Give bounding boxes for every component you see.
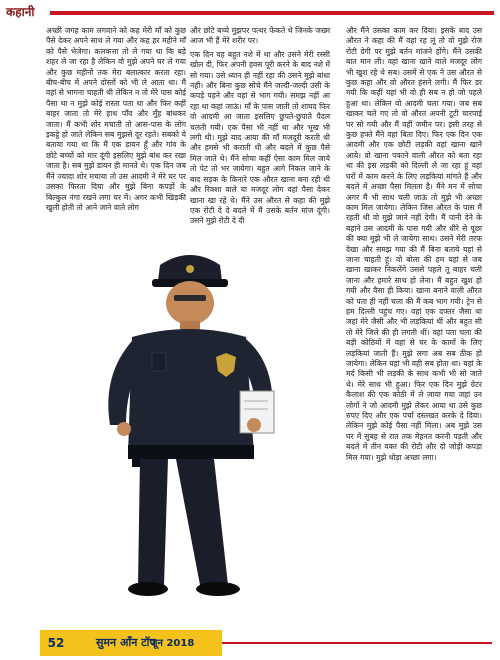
page-header [0, 0, 500, 22]
police-officer-figure [40, 245, 340, 615]
paragraph: और छोटे बच्चे मुझपर पत्थर फेंकते थे जिनके जख्म आज भी हैं मेरे शरीर पर। [190, 26, 330, 46]
section-tag: कहानी [6, 5, 35, 19]
footer-rule [222, 642, 492, 644]
issue-date: जून 2018 [150, 638, 195, 649]
header-rule [50, 11, 494, 15]
hat-badge [186, 265, 194, 273]
sunglasses [174, 295, 206, 301]
right-leg [176, 459, 228, 585]
paragraph: और मैंने उसका काम कर दिया। इसके बाद उस औरत ने कहा की मैं वहां रह लूं तो वो मुझे रोज रोटी देगी पर मुझे बर्तन मांजने होंगे। मैंने उसकी बात मान ली। वहां खाना खाने वाले मजदूर लोग भी खुश रहे थे सब। उसमें से एक ने उस औरत से कुछ कहा और वो औरत हंसने लगी। मैं फिर डर गयी कि कहीं यहां भी वो ही सब न हो जो पहले हुआ था। लेकिन वो आदमी चला गया। जब सब खाकर चले गए तो वो औरत अपनी टूटी चारपाई पर सो गयी और मैं वहीं जमीन पर। इसी तरह से कुछ हफ्ते मैंने वहां बिता दिए। फिर एक दिन एक आदमी और एक छोटी लड़की वहां खाना खाने आये। वो खाना पकाने वाली औरत को बता रहा था की इस लड़की को दिल्ली ले जा रहा हूं वहां घरों में काम करने के लिए लड़कियां मांगते हैं और बदले में अच्छा पैसा मिलता है। मैंने मन में सोचा अगर मैं भी साथ चली जाऊं तो मुझे भी अच्छा काम मिल जायेगा। लेकिन जिस औरत के पास मैं रहती थी वो मुझे जाने नहीं देगी। मैं पानी देने के बहाने उस आदमी के पास गयी और धीरे से पूछा की क्या मुझे भी ले जायेगा साथ। उसने मेरी तरफ देखा और समझ गया की मैं बिना बताये यहां से जाना चाहती हूं। वो बोला की हम यहां से जब खाना खाकर निकलेंगे उससे पहले तू बाहर चली जाना और हमारे साथ हो लेना। मैं बहुत खुश हो गयी और वैसा ही किया। खाना बनाने वाली औरत को पता ही नहीं चला की मैं कब भाग गयी। ट्रेन से हम दिल्ली पहुंच गए। वहां एक दफ्तर जैसा था जहां मेरे जैसी और भी लड़कियां थीं और बहुत सी तो मेरे जिले की ही लगती थीं। वहां पता चला की बड़ी कोठियों में वहां से घर के कामों के लिए लड़कियां जाती हैं। मुझे लगा अब सब ठीक हो जायेगा। लेकिन यहां भी वही सब होता था। यहां के मर्द किसी भी लड़की के साथ कभी भी सो जाते थे। मेरे साथ भी हुआ। फिर एक दिन मुझे ग्रेटर कैलाश की एक कोठी में ले जाया गया जहां उन लोगों ने जो आदमी मुझे लेकर आया था उसे कुछ रुपए दिए और एक पर्चा दस्तखत करके दे दिया। लेकिन मुझे कोई पैसा नहीं मिला। अब मुझे उस घर में सुबह से रात तक मेहनत करनी पड़ती और बदले में तीन वक्त की रोटी और दो जोड़ी कपड़ा मिल गया। मुझे थोड़ा अच्छा लगा। [346, 26, 482, 462]
text-column-1 [46, 26, 186, 216]
face [166, 281, 214, 325]
duty-belt [128, 445, 254, 459]
paragraph: अच्छी जगह काम लगवाने को कह मेरी माँ को कुछ पैसे देकर अपने साथ ले गया और कह हर महीने माँ को पैसे भेजेगा। कलकत्ता तो ले गया था कि बड़े शहर ले जा रहा है लेकिन वो मुझे अपने घर ले गया और कुछ महीनों तक मेरा बलात्कार करता रहा। बीच-बीच में अपने दोस्तों को भी ले आता था। मैं वहां से भागना चाहती थी लेकिन न तो मेरे पास कोई पैसा था न मुझे कोई रास्ता पता था और फिर कहीं बाहर जाता तो मेरे हाथ पाँव और मुँह बांधकर जाता। मैं कभी शोर मचाती तो आस-पास के लोग इकट्ठे हो जाते लेकिन सब मुझसे दूर रहते। सबको ये बताया गया था कि मैं एक डायन हूँ और गांव के छोटे बच्चों को मार दूंगी इसलिए मुझे बांध कर रखा जाता है। सब मुझे डायन ही मानते थे। एक दिन जब मैंने ज्यादा शोर मचाया तो उस आदमी ने मेरे घर पर उसका फिरता दिया और मुझे बिना कपड़ों के बिल्कुल नंगा रखने लगा घर में। अगर कभी खिड़की खुली होती तो आने जाने वाले लोग [46, 26, 186, 212]
torso [128, 329, 254, 455]
paragraph: एक दिन वह बहुत नशे में था और उसने मेरी रस्सी खोल दी, फिर अपनी हवस पूरी करने के बाद नशे में सो गया। उसे ध्यान ही नहीं रहा की उसने मुझे बांधा नहीं। और बिना कुछ सोचे मैंने जल्दी-जल्दी उसी के कपड़े पहने और वहां से भाग गयी। समझ नहीं आ रहा था कहां जाऊं। माँ के पास जाती तो शायद फिर वो आदमी आ जाता इसलिए छुपते-छुपाते पैदल चलती गयी। एक पैसा भी नहीं था और भूख भी लगी थी। मुझे याद आया की माँ मजदूरी करती थी और हमसे भी कराती थी और बदले में कुछ पैसे मिल जाते थे। मैंने सोचा कहीं ऐसा काम मिल जाये तो पेट तो भर जायेगा। बहुत आगे निकल जाने के बाद सड़क के किनारे एक औरत खाना बना रही थी और रिक्शा वाले या मजदूर लोग वहां पैसा देकर खाना खा रहे थे। मैंने उस औरत से कहा की मुझे एक रोटी दे दे बदले में मैं उसके बर्तन मांज दूंगी। उसने मुझे रोटी दे दी [190, 49, 330, 226]
left-leg [138, 459, 168, 585]
police-officer-illustration [40, 245, 340, 615]
page-footer [0, 622, 500, 660]
magazine-name: सुमन आँन टॉप [96, 636, 156, 649]
text-column-3 [346, 26, 482, 616]
text-column-2 [190, 26, 330, 230]
page-number: 52 [44, 633, 68, 653]
